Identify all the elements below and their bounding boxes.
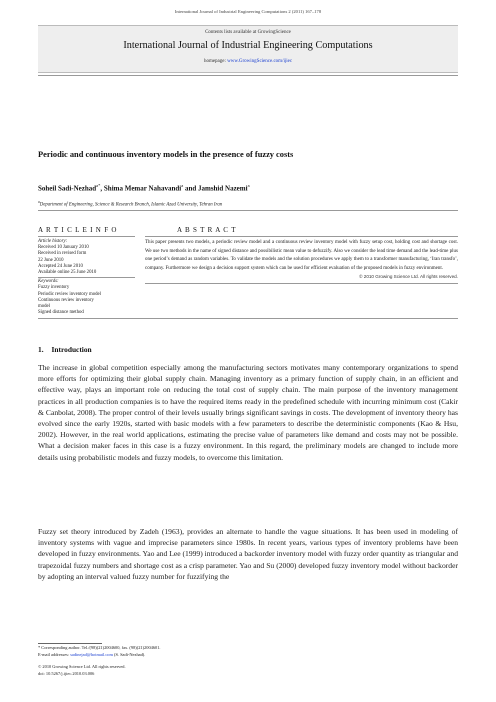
homepage-prefix: homepage: (203, 59, 228, 64)
keyword-item: model (38, 304, 50, 310)
email-note (38, 652, 145, 659)
article-info-box (38, 239, 135, 316)
article-info-heading: A R T I C L E I N F O (38, 226, 118, 234)
footer-copyright: © 2010 Growing Science Ltd. All rights reserved. (38, 664, 126, 669)
author-list (38, 183, 250, 192)
abstract-bottom-rule (145, 283, 458, 284)
section-number: 1. (38, 345, 44, 354)
email-link[interactable]: sadinejad@hotmail.com (70, 652, 113, 657)
homepage-link[interactable]: www.GrowingScience.com/ijiec (227, 59, 293, 64)
abstract-rule (145, 236, 458, 237)
history-item: Received in revised form (38, 251, 87, 257)
email-label: E-mail addresses: (38, 652, 71, 657)
keywords-label: Keywords: (38, 279, 59, 285)
affiliation-sup: a (38, 200, 40, 204)
paragraph: Fuzzy set theory introduced by Zadeh (1963), provides an alternate to handle the vague situations. It has been used in modeling of inventory systems with vague and imprecise parameters since 1980s. In recent years, various types of inventory problems have been developed in fuzzy environments. Yao and Lee (1999) introduced a backorder inventory model with fuzzy order quantity as triangular and trapezoidal fuzzy numbers and shortage cost as a crisp parameter. Yao and Su (2000) developed fuzzy inventory model without backorder by adopting an interval valued fuzzy number for fuzzifying the (38, 527, 458, 581)
author-sup: a (247, 183, 250, 188)
author-separator: , (100, 184, 104, 193)
doi: doi: 10.5267/j.ijiec.2010.03.006 (38, 671, 95, 676)
section-rule (38, 318, 458, 319)
history-item: 22 June 2010 (38, 257, 64, 263)
history-item: Received 10 January 2010 (38, 245, 89, 251)
abstract-text: This paper presents two models, a periodic review model and a continuous review inventory model with fuzzy setup cost, holding cost and shortage cost. We use two methods in the name of signed distance and possibilistic mean value to defuzzify. Also we consider the lead time demand and the lead-time plus one period’s demand as random variables. To validate the models and the solution procedures we apply them to a transformer manufacturing, ‘Iran transfo’, company. Furthermore we design a decision support system which can be used for efficient evaluation of the proposed models in fuzzy environment. (145, 240, 458, 271)
paper-title: Periodic and continuous inventory models in the presence of fuzzy costs (38, 150, 294, 159)
paragraph: The increase in global competition especially among the manufacturing sectors motivates many contemporary organizations to spend more efforts for optimizing their global supply chain. Managing inventory as a primary function of supply chain, in an efficient and effective way, plays an important role on reducing the total cost of supply chain. The main purpose of the inventory management practices in all production companies is to have the required items ready in the predefined schedule with incurring minimum cost (Cakir & Canbolat, 2008). The proper control of their levels usually brings significant savings in costs. The development of inventory theory has evolved since the early 1920s, started with basic models with a few parameters to describe the deterministic components (Kao & Hsu, 2002). However, in the real world applications, estimating the precise value of parameters like demand and costs may not be possible. What a decision maker faces in this case is a fuzzy environment. In this regard, the preliminary models are changed to include more details using probabilistic models and fuzzy models, to overcome this limitation. (38, 363, 458, 462)
header-rule (38, 75, 458, 76)
keyword-item: Signed distance method (38, 310, 84, 316)
affiliation (38, 200, 222, 208)
section-title: Introduction (51, 345, 92, 354)
info-separator (38, 277, 135, 278)
author-separator: and (183, 184, 198, 193)
homepage-line (38, 59, 458, 64)
abstract-copyright: © 2010 Growing Science Ltd. All rights reserved. (359, 274, 458, 279)
info-rule (38, 236, 135, 237)
running-head: International Journal of Industrial Engineering Computations 2 (2011) 167–178 (174, 9, 322, 14)
author-name: Shima Memar Nahavandi (103, 184, 182, 193)
corresponding-author-note: * Corresponding author. Tel./(98)(21)2004600, fax. (98)(21)2004601. (38, 645, 161, 650)
journal-banner (38, 25, 458, 73)
abstract-heading: A B S T R A C T (177, 226, 237, 234)
author-sup: a* (96, 183, 101, 188)
author-sup: a (181, 183, 184, 188)
email-suffix: (S. Sadi-Nezhad). (112, 652, 146, 657)
affiliation-rule (38, 210, 458, 211)
contents-line: Contents lists available at GrowingScience (205, 30, 291, 35)
author-name: Jamshid Nazemi (197, 184, 248, 193)
keyword-item: Continuous review inventory (38, 297, 94, 303)
section-heading (38, 345, 92, 354)
history-item: Accepted 24 June 2010 (38, 263, 83, 269)
history-item: Available online 25 June 2010 (38, 270, 97, 276)
author-name: Soheil Sadi-Nezhad (38, 184, 97, 193)
footnote-rule (38, 643, 102, 644)
affiliation-text: Department of Engineering, Science & Research Branch, Islamic Azad University, Tehran Iran (39, 202, 223, 208)
keyword-item: Fuzzy inventory (38, 285, 70, 291)
journal-title: International Journal of Industrial Engineering Computations (123, 40, 373, 51)
history-label: Article history: (38, 239, 68, 244)
keyword-item: Periodic review inventory model (38, 291, 102, 297)
